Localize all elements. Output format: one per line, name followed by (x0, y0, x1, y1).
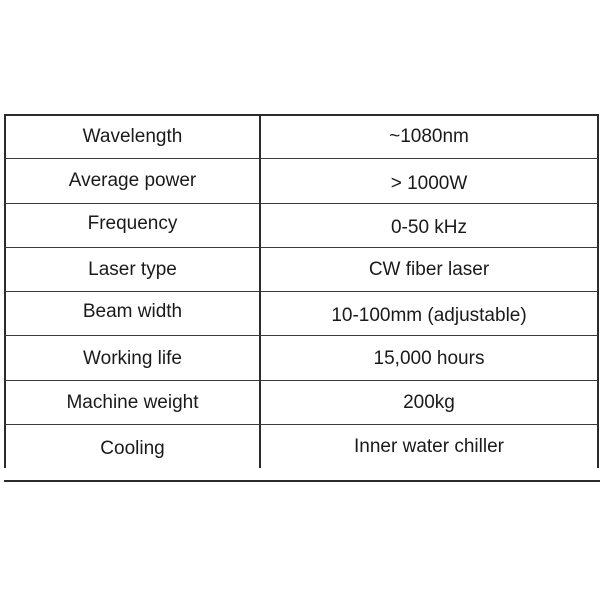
spec-label-working-life: Working life (83, 348, 182, 369)
spec-table (4, 114, 598, 482)
spec-label-frequency: Frequency (87, 213, 178, 234)
table-bottom-border (4, 480, 600, 482)
spec-value-beam-width: 10-100mm (adjustable) (331, 305, 527, 326)
spec-value-laser-type: CW fiber laser (368, 259, 490, 280)
spec-label-machine-weight: Machine weight (66, 392, 199, 413)
spec-label-laser-type: Laser type (88, 259, 177, 280)
spec-value-average-power: > 1000W (390, 173, 468, 194)
spec-value-machine-weight: 200kg (403, 392, 455, 413)
spec-value-wavelength: ~1080nm (389, 126, 469, 147)
spec-value-working-life: 15,000 hours (373, 348, 485, 369)
spec-value-frequency: 0-50 kHz (390, 217, 468, 238)
spec-label-beam-width: Beam width (82, 301, 183, 322)
spec-value-cooling: Inner water chiller (354, 436, 504, 457)
spec-label-cooling: Cooling (100, 438, 165, 459)
spec-label-wavelength: Wavelength (82, 126, 183, 147)
spec-label-average-power: Average power (68, 170, 197, 191)
